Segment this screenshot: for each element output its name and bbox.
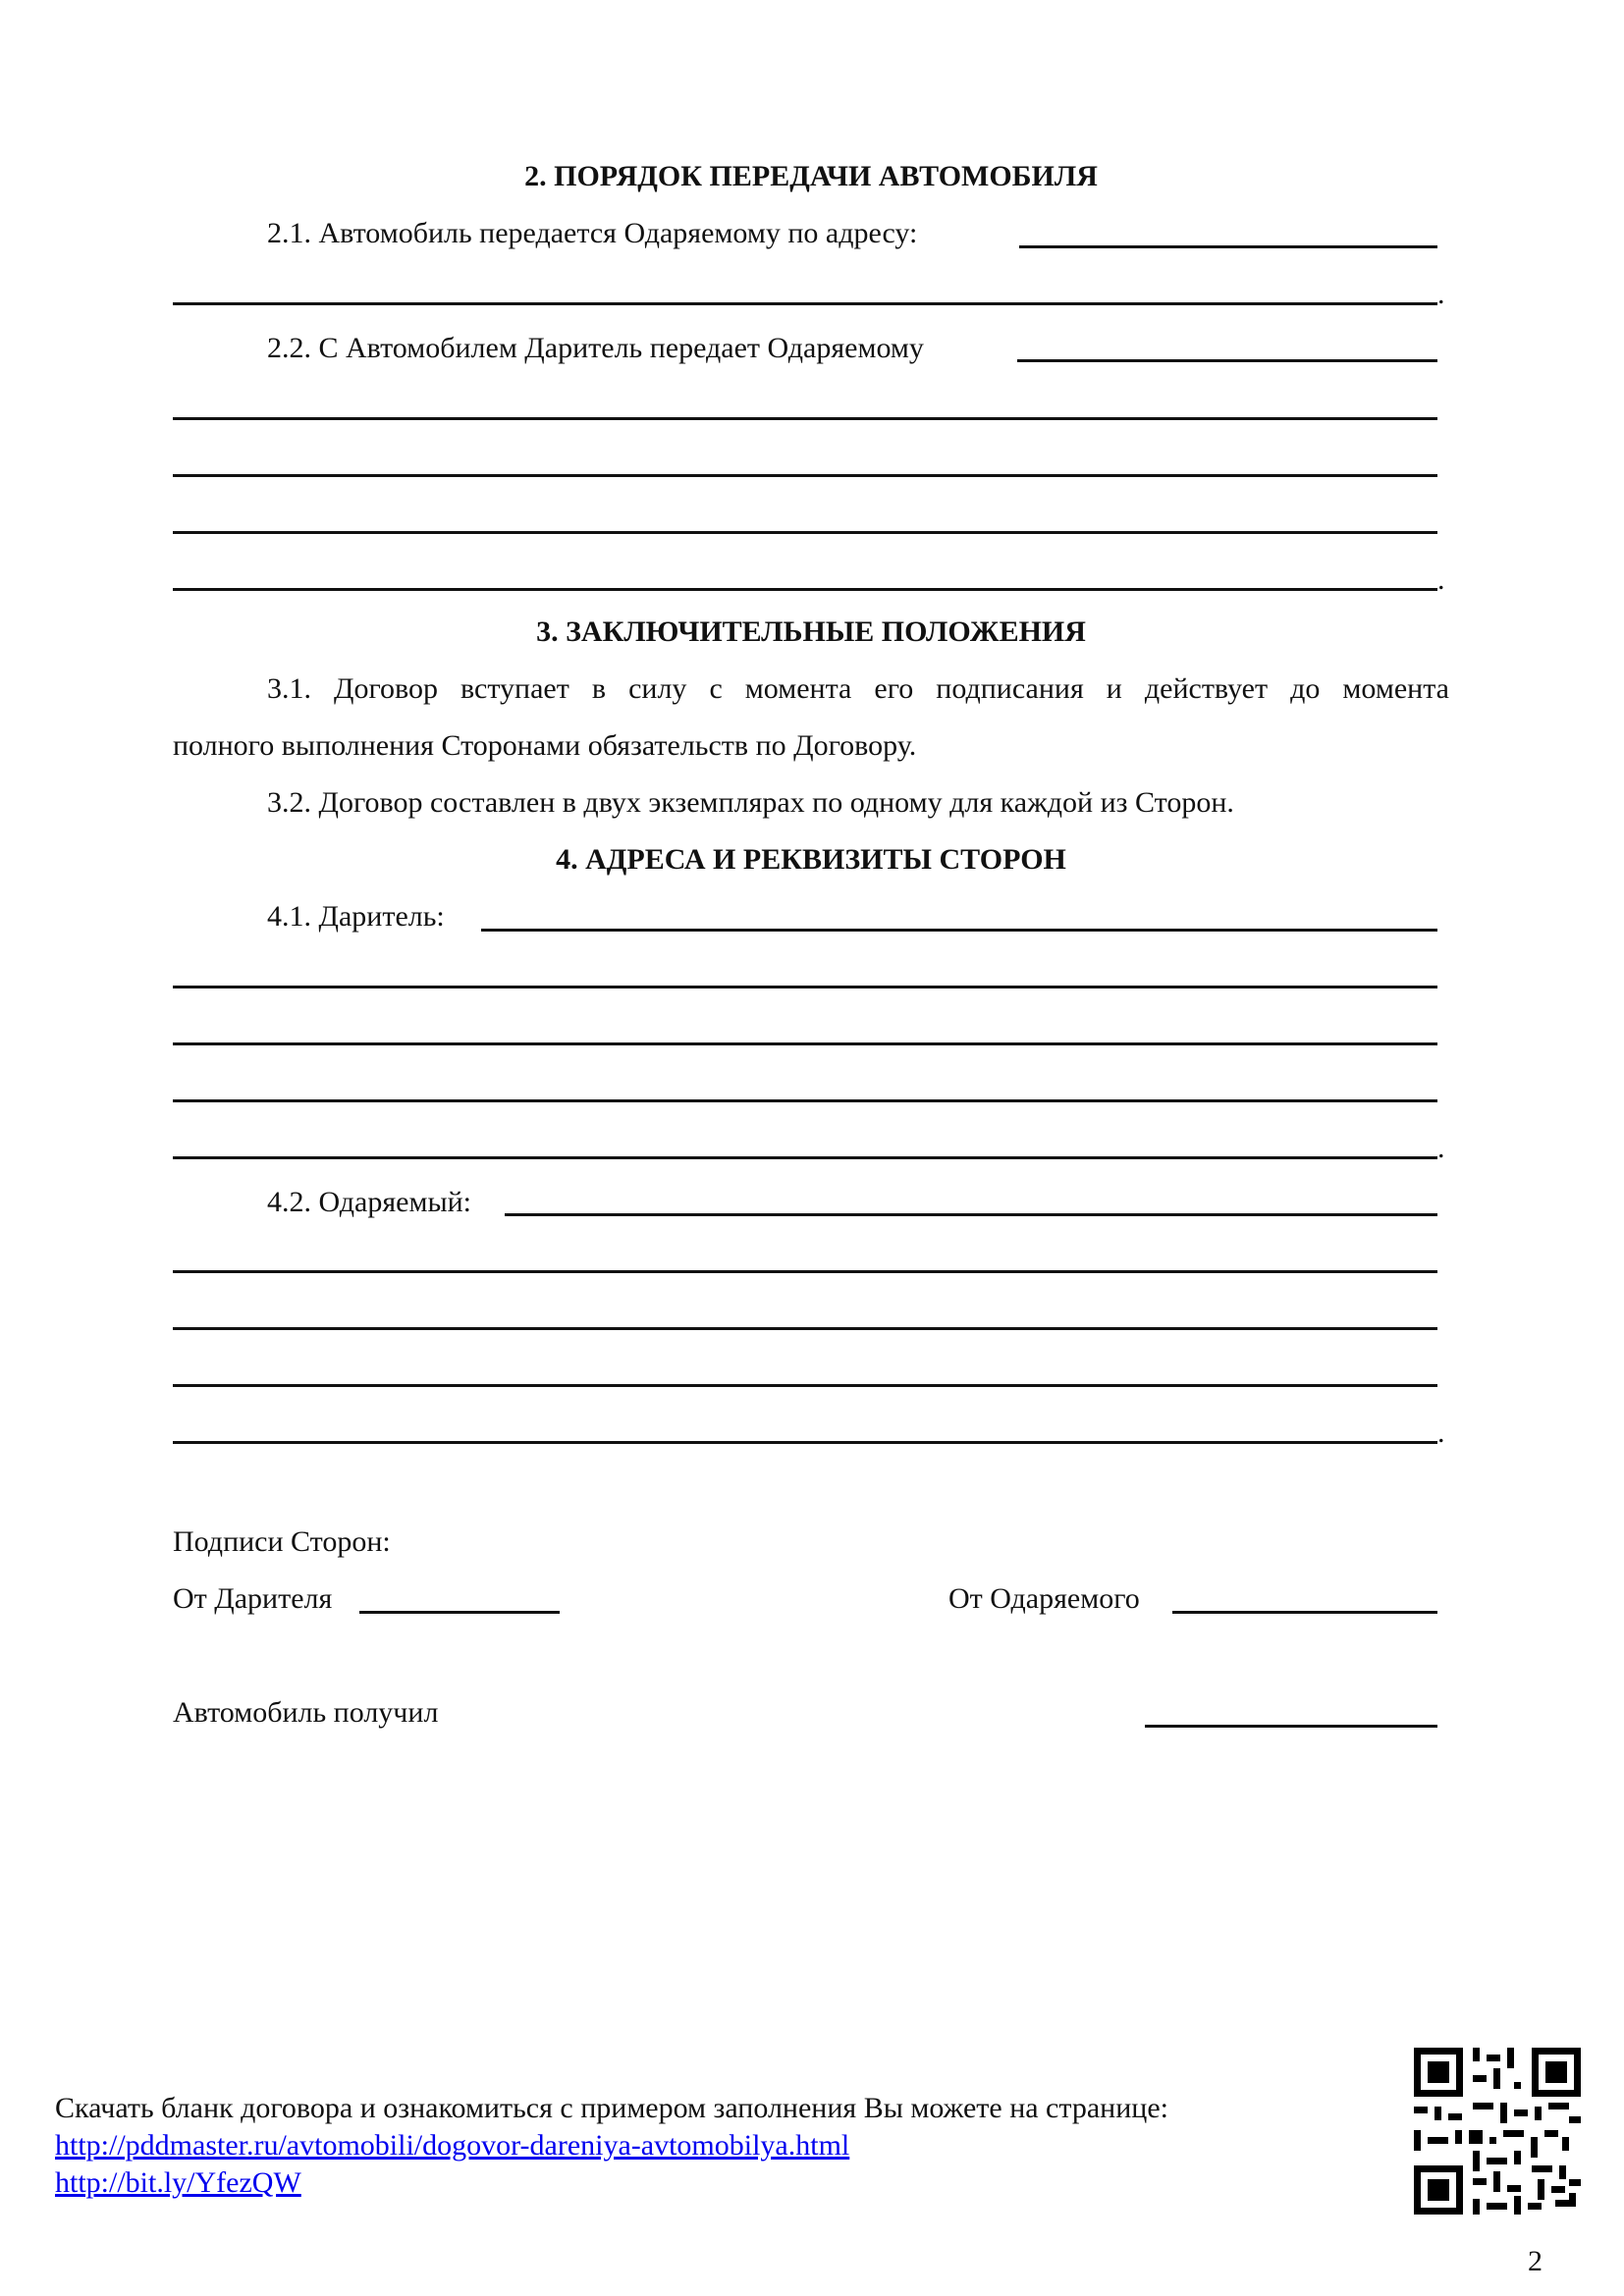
clause-3-1-line2: полного выполнения Сторонами обязательств по Договору. — [173, 729, 917, 762]
section-2-heading: 2. ПОРЯДОК ПЕРЕДАЧИ АВТОМОБИЛЯ — [524, 160, 1098, 192]
fill-line — [173, 1327, 1437, 1330]
footer-link-full[interactable]: http://pddmaster.ru/avtomobili/dogovor-dareniya-avtomobilya.html — [55, 2129, 850, 2162]
footer-link-short[interactable]: http://bit.ly/YfezQW — [55, 2166, 301, 2199]
signature-donee-line — [1172, 1611, 1437, 1614]
clause-4-1: 4.1. Даритель: — [267, 900, 445, 933]
fill-line — [173, 531, 1437, 534]
fill-line — [1017, 359, 1437, 362]
received-signature-line — [1145, 1725, 1437, 1728]
fill-line — [173, 1156, 1437, 1159]
section-4-heading: 4. АДРЕСА И РЕКВИЗИТЫ СТОРОН — [556, 843, 1066, 876]
section-3-heading: 3. ЗАКЛЮЧИТЕЛЬНЫЕ ПОЛОЖЕНИЯ — [536, 615, 1086, 648]
footer-note: Скачать бланк договора и ознакомиться с примером заполнения Вы можете на странице: — [55, 2092, 1168, 2124]
line-period: . — [1437, 563, 1445, 596]
line-period: . — [1437, 278, 1445, 310]
signature-donor-label: От Дарителя — [173, 1582, 333, 1615]
signatures-title: Подписи Сторон: — [173, 1525, 391, 1558]
fill-line — [173, 1099, 1437, 1102]
clause-3-1-line1: 3.1. Договор вступает в силу с момента его подписания и действует до момента — [267, 672, 1449, 705]
page-number: 2 — [1528, 2245, 1543, 2277]
fill-line — [481, 929, 1437, 932]
signature-donor-line — [359, 1611, 560, 1614]
fill-line — [173, 1384, 1437, 1387]
fill-line — [173, 1270, 1437, 1273]
fill-line — [505, 1213, 1437, 1216]
fill-line — [173, 588, 1437, 591]
fill-line — [173, 1042, 1437, 1045]
line-period: . — [1437, 1416, 1445, 1449]
signature-donee-label: От Одаряемого — [948, 1582, 1140, 1615]
clause-2-1: 2.1. Автомобиль передается Одаряемому по адресу: — [267, 217, 918, 249]
fill-line — [173, 1441, 1437, 1444]
fill-line — [1019, 245, 1437, 248]
clause-4-2: 4.2. Одаряемый: — [267, 1186, 471, 1218]
clause-3-2: 3.2. Договор составлен в двух экземплярах по одному для каждой из Сторон. — [267, 786, 1234, 819]
qr-code-icon — [1414, 2048, 1581, 2215]
fill-line — [173, 474, 1437, 477]
received-label: Автомобиль получил — [173, 1696, 439, 1729]
fill-line — [173, 417, 1437, 420]
line-period: . — [1437, 1132, 1445, 1164]
clause-2-2: 2.2. С Автомобилем Даритель передает Одаряемому — [267, 332, 924, 364]
fill-line — [173, 302, 1437, 305]
fill-line — [173, 986, 1437, 988]
